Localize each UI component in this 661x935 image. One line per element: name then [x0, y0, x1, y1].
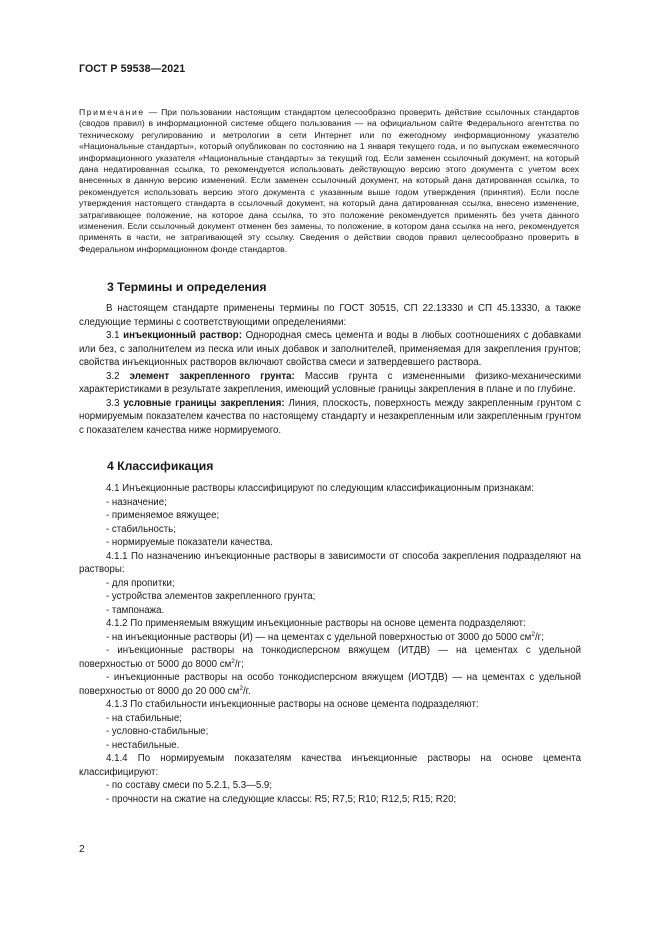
note-text: При пользовании настоящим стандартом целесообразно проверить действие ссылочных стандартов (сводов правил) в информационной системе общего пользования — на официальном сайте Федерального агентства по техническому регулированию и метрологии в сети Интернет или по ежегодному информационному указателю «Национальные стандарты», который опубликован по состоянию на 1 января текущего года, и по выпускам ежемесячного информационного указателя «Национальные стандарты» за текущий год. Если заменен ссылочный документ, на который дана недатированная ссылка, то рекомендуется использовать действующую версию этого документа с учетом всех внесенных в данную версию изменений. Если заменен ссылочный документ, на который дана датированная ссылка, то рекомендуется использовать версию этого документа с указанным выше годом утверждения (принятия). Если после утверждения настоящего стандарта в ссылочный документ, на который дана датированная ссылка, внесено изменение, затрагивающее положение, на которое дана ссылка, то это положение рекомендуется применять без учета данного изменения. Если ссылочный документ отменен без замены, то положение, в котором дана ссылка на него, рекомендуется применять в части, не затрагивающей эту ссылку. Сведения о действии сводов правил целесообразно проверить в Федеральном информационном фонде стандартов. — [79, 107, 580, 254]
list-item: - на инъекционные растворы (И) — на цементах с удельной поверхностью от 3000 до 5000 $см^2/г$; — [106, 630, 544, 643]
term-definition: Однородная смесь цемента и воды в любых соотношениях с добавками или без, с заполнителем из песка или иных добавок и заполнителей, применяемая для закрепления грунтов; свойства инъекционных растворов включают свойства смеси и затвердевшего раствора. — [79, 330, 581, 368]
list-item: - прочности на сжатие на следующие классы: R5; R7,5; R10; R12,5; R15; R20; — [106, 793, 457, 805]
superscript: 2 — [239, 684, 243, 692]
list-item: - условно-стабильные; — [106, 726, 209, 737]
term-name: инъекционный раствор: — [123, 330, 242, 341]
section-3-intro: В настоящем стандарте применены термины по ГОСТ 30515, СП 22.13330 и СП 45.13330, а также следующие термины с соответствующими определениями: — [79, 303, 581, 328]
term-name: элемент закрепленного грунта: — [129, 370, 295, 382]
term-3-1: 3.1 инъекционный раствор: Однородная смесь цемента и воды в любых соотношениях с добавками или без, с заполнителем из песка или иных добавок и заполнителей, применяемая для закрепления грунтов; свойства инъекционных растворов включают свойства смеси и затвердевшего раствора. — [79, 330, 581, 368]
list-item: - для пропитки; — [106, 577, 175, 589]
superscript: 2 — [231, 657, 235, 665]
superscript: 2 — [531, 630, 535, 638]
note-dash: — — [144, 107, 162, 117]
document-header: ГОСТ Р 59538—2021 — [79, 63, 186, 75]
term-3-3: 3.3 условные границы закрепления: Линия, плоскость, поверхность между закрепленным грунтом с нормируемым показателем качества по настоящему стандарту и незакрепленным или закрепленным грунтом с показателем качества ниже нормируемого. — [79, 397, 581, 436]
term-definition: Линия, плоскость, поверхность между закрепленным грунтом с нормируемым показателем качества по настоящему стандарту и незакрепленным или закрепленным грунтом с показателем качества ниже нормируемого. — [79, 397, 581, 436]
list-item: - нестабильные. — [106, 739, 180, 751]
term-name: условные границы закрепления: — [123, 397, 285, 409]
list-item: - на стабильные; — [106, 712, 182, 724]
clause-4-1: 4.1 Инъекционные растворы классифицируют по следующим классификационным признакам: — [106, 483, 534, 494]
clause-4-1-3: 4.1.3 По стабильности инъекционные растворы на основе цемента подразделяют: — [106, 699, 479, 710]
list-item: - нормируемые показатели качества. — [106, 537, 273, 548]
list-item: - инъекционные растворы на тонкодисперсном вяжущем (ИТДВ) — на цементах с удельной поверхностью от 5000 до 8000 $см^2/г$; — [79, 645, 581, 670]
section-3-body — [79, 302, 581, 437]
term-definition: Массив грунта с измененными физико-механическими характеристиками в результате закрепления, имеющий условные границы закрепления в плане и по глубине. — [79, 370, 581, 395]
reference-note — [79, 107, 579, 255]
list-item: - инъекционные растворы на особо тонкодисперсном вяжущем (ИОТДВ) — на цементах с удельной поверхностью от 8000 до 20 000 $см^2/г$. — [79, 672, 581, 697]
note-label: Примечание — [79, 107, 145, 117]
page-number: 2 — [79, 844, 85, 855]
term-3-2: 3.2 элемент закрепленного грунта: Массив грунта с измененными физико-механическими характеристиками в результате закрепления, имеющий условные границы закрепления в плане и по глубине. — [79, 370, 581, 395]
clause-4-1-4: 4.1.4 По нормируемым показателям качества инъекционные растворы на основе цемента классифицируют: — [79, 753, 581, 778]
clause-4-1-1: 4.1.1 По назначению инъекционные растворы в зависимости от способа закрепления подразделяют на растворы: — [79, 550, 581, 575]
list-item: - тампонажа. — [106, 604, 165, 616]
list-item: - по составу смеси по 5.2.1, 5.3—5.9; — [106, 780, 273, 791]
section-4-title: 4 Классификация — [107, 459, 214, 473]
section-4-body — [79, 482, 581, 806]
list-item: - стабильность; — [106, 523, 176, 535]
clause-4-1-2: 4.1.2 По применяемым вяжущим инъекционные растворы на основе цемента подразделяют: — [106, 618, 526, 629]
list-item: - назначение; — [106, 496, 167, 508]
list-item: - устройства элементов закрепленного грунта; — [106, 591, 316, 602]
section-3-title: 3 Термины и определения — [107, 280, 267, 294]
list-item: - применяемое вяжущее; — [106, 510, 220, 521]
